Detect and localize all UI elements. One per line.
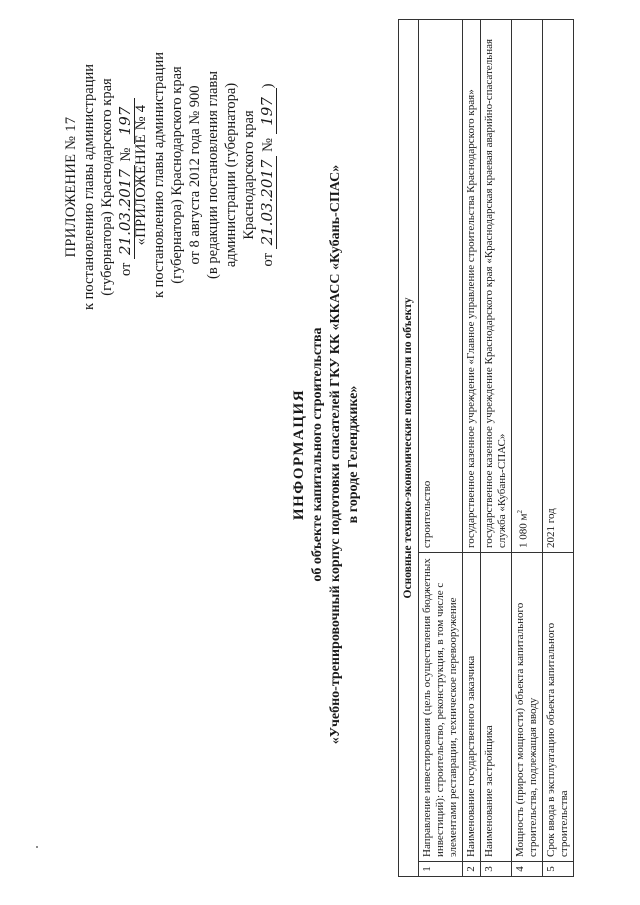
appendix-4-from-label: от — [260, 253, 276, 267]
table-row — [481, 20, 512, 877]
appendix-4-number: 197 — [258, 88, 277, 134]
row-value: 2021 год — [543, 20, 574, 553]
document-heading — [290, 32, 363, 877]
document-subtitle: об объекте капитального строительства — [310, 327, 325, 582]
scan-speck — [36, 846, 38, 848]
row-label: Наименование застройщика — [481, 553, 512, 862]
row-label: Срок ввода в эксплуатацию объекта капитального строительства — [543, 553, 574, 862]
row-value — [512, 20, 543, 553]
row-number: 5 — [543, 862, 574, 877]
appendix-17-from-label: от — [118, 262, 134, 277]
document-title: ИНФОРМАЦИЯ — [291, 388, 307, 521]
row-number: 1 — [419, 862, 463, 877]
appendix-4-title: «ПРИЛОЖЕНИЕ № 4 — [133, 104, 149, 246]
appendix-4-date-line — [258, 40, 277, 310]
table-row — [543, 20, 574, 877]
table-caption: Основные технико-экономические показатели по объекту — [399, 20, 419, 877]
row-value-superscript: 2 — [516, 510, 524, 514]
appendix-4-date: 21.03.2017 — [258, 156, 277, 250]
appendix-4-line-2: (губернатора) Краснодарского края — [169, 66, 185, 284]
appendix-17-number-label: № — [118, 147, 134, 162]
row-number: 2 — [463, 862, 481, 877]
appendix-4-number-label: № — [260, 138, 276, 152]
appendix-4-line-4: (в редакции постановления главы — [205, 71, 221, 279]
appendix-4-closing-paren: ) — [260, 83, 276, 89]
row-label: Наименование государственного заказчика — [463, 553, 481, 862]
row-label: Направление инвестирования (цель осуществления бюджетных инвестиций): строительство, реконструкция, в том числе с элементами реставрации, техническое перевооружение — [419, 553, 463, 862]
table-row — [463, 20, 481, 877]
appendix-4-line-5: администрации (губернатора) — [223, 82, 239, 268]
appendix-17-block — [62, 37, 135, 337]
indicators-table — [398, 19, 574, 877]
appendix-4-line-1: к постановлению главы администрации — [151, 51, 167, 299]
appendix-17-number: 197 — [116, 98, 135, 144]
row-value: строительство — [419, 20, 463, 553]
row-number: 4 — [512, 862, 543, 877]
row-value: государственное казенное учреждение Краснодарского края «Краснодарская краевая аварийно-спасательная служба «Кубань-СПАС» — [481, 20, 512, 553]
appendix-17-line-1: к постановлению главы администрации — [81, 63, 97, 311]
table-row — [419, 20, 463, 877]
appendix-17-date: 21.03.2017 — [116, 165, 135, 259]
row-value-text: 1 080 м — [517, 513, 530, 548]
appendix-17-title: ПРИЛОЖЕНИЕ № 17 — [63, 116, 79, 258]
appendix-4-line-6: Краснодарского края — [241, 110, 257, 240]
appendix-4-block — [132, 40, 277, 310]
appendix-17-line-2: (губернатора) Краснодарского края — [99, 78, 115, 296]
object-name: «Учебно-тренировочный корпус подготовки спасателей ГКУ КК «ККАСС «Кубань-СПАС» — [328, 164, 343, 745]
row-number: 3 — [481, 862, 512, 877]
row-label: Мощность (прирост мощности) объекта капитального строительства, подлежащая вводу — [512, 553, 543, 862]
row-value: государственное казенное учреждение «Главное управление строительства Краснодарского края» — [463, 20, 481, 553]
object-location: в городе Геленджике» — [346, 385, 361, 524]
table-caption-row — [399, 20, 419, 877]
table-row — [512, 20, 543, 877]
appendix-4-line-3: от 8 августа 2012 года № 900 — [187, 85, 203, 265]
